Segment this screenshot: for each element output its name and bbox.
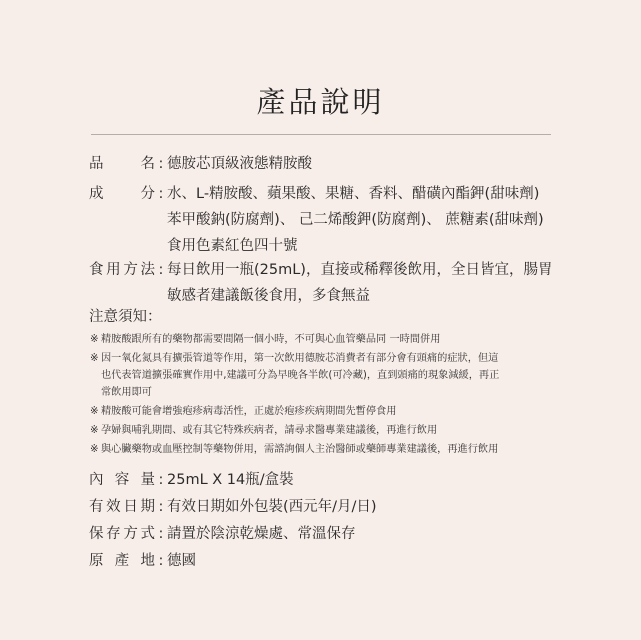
- note-line: 常飲用即可: [101, 387, 152, 398]
- field-value: [167, 257, 552, 309]
- field-usage: [89, 257, 552, 309]
- field-product-name: [89, 151, 312, 177]
- field-value-line: 請置於陰涼乾燥處、常溫保存: [167, 526, 356, 542]
- field-expiry: [89, 494, 377, 520]
- field-origin: [89, 548, 196, 574]
- field-value: [167, 521, 356, 547]
- note-mark: ※: [90, 334, 99, 345]
- field-colon: :: [158, 262, 164, 278]
- field-value: [167, 494, 377, 520]
- field-label: 有效日期: [89, 499, 155, 515]
- note-item: [90, 331, 560, 348]
- field-value-line: 每日飲用一瓶(25mL)，直接或稀釋後飲用，全日皆宜，腸胃: [167, 262, 553, 278]
- page-title: 產品說明: [256, 85, 385, 119]
- notes-title: 注意須知：: [89, 309, 162, 325]
- field-storage: [89, 521, 356, 547]
- note-mark: ※: [90, 406, 99, 417]
- note-mark: ※: [90, 425, 99, 436]
- field-label: 內容量: [89, 472, 155, 488]
- field-colon: :: [158, 472, 164, 488]
- field-value-line: 25mL X 14瓶/盒裝: [167, 472, 294, 488]
- note-line: 與心臟藥物或血壓控制等藥物併用，需諮詢個人主治醫師或藥師專業建議後，再進行飲用: [101, 444, 499, 455]
- note-item: [90, 441, 560, 458]
- field-value-line: 水、L-精胺酸、蘋果酸、果糖、香料、醋磺內酯鉀(甜味劑): [167, 186, 540, 202]
- note-mark: ※: [90, 444, 99, 455]
- field-value-line: 德胺芯頂級液態精胺酸: [167, 156, 312, 172]
- note-line: 因一氧化氮具有擴張管道等作用，第一次飲用德胺芯消費者有部分會有頭痛的症狀，但這: [101, 353, 499, 364]
- field-value-line: 苯甲酸鈉(防腐劑)、 己二烯酸鉀(防腐劑)、 蔗糖素(甜味劑): [167, 212, 544, 228]
- note-mark: ※: [90, 353, 99, 364]
- note-text: [101, 403, 396, 420]
- field-value: [167, 467, 294, 493]
- note-line: 也代表管道擴張確實作用中,建議可分為早晚各半飲(可冷藏)，直到頭痛的現象減緩，再正: [101, 370, 500, 381]
- field-value-line: 有效日期如外包裝(西元年/月/日): [167, 499, 377, 515]
- field-label: 食用方法: [89, 262, 155, 278]
- field-colon: :: [158, 156, 164, 172]
- field-colon: :: [158, 499, 164, 515]
- note-text: [101, 350, 499, 401]
- note-text: [101, 331, 440, 348]
- notes-list: [90, 331, 560, 460]
- field-value: [167, 181, 544, 259]
- field-label: 品 名: [89, 156, 155, 172]
- field-colon: :: [158, 553, 164, 569]
- field-value-line: 食用色素紅色四十號: [167, 238, 298, 254]
- note-text: [101, 441, 498, 458]
- note-line: 精胺酸可能會增強疱疹病毒活性，正處於疱疹疾病期間先暫停食用: [101, 406, 397, 417]
- title-divider: [91, 134, 551, 135]
- field-colon: :: [158, 526, 164, 542]
- field-colon: :: [158, 186, 164, 202]
- field-ingredients: [89, 181, 544, 259]
- field-label: 保存方式: [89, 526, 155, 542]
- note-line: 精胺酸跟所有的藥物都需要間隔一個小時，不可與心血管藥品同 一時間併用: [101, 334, 441, 345]
- field-value: [167, 548, 196, 574]
- field-value-line: 敏感者建議飯後食用，多食無益: [167, 288, 370, 304]
- note-item: [90, 350, 560, 401]
- field-value: [167, 151, 312, 177]
- field-value-line: 德國: [167, 553, 196, 569]
- field-content-amount: [89, 467, 294, 493]
- field-label: 原產地: [89, 553, 155, 569]
- note-item: [90, 403, 560, 420]
- note-item: [90, 422, 560, 439]
- note-text: [101, 422, 437, 439]
- note-line: 孕婦與哺乳期間、或有其它特殊疾病者，請尋求醫專業建議後，再進行飲用: [101, 425, 438, 436]
- field-label: 成 分: [89, 186, 155, 202]
